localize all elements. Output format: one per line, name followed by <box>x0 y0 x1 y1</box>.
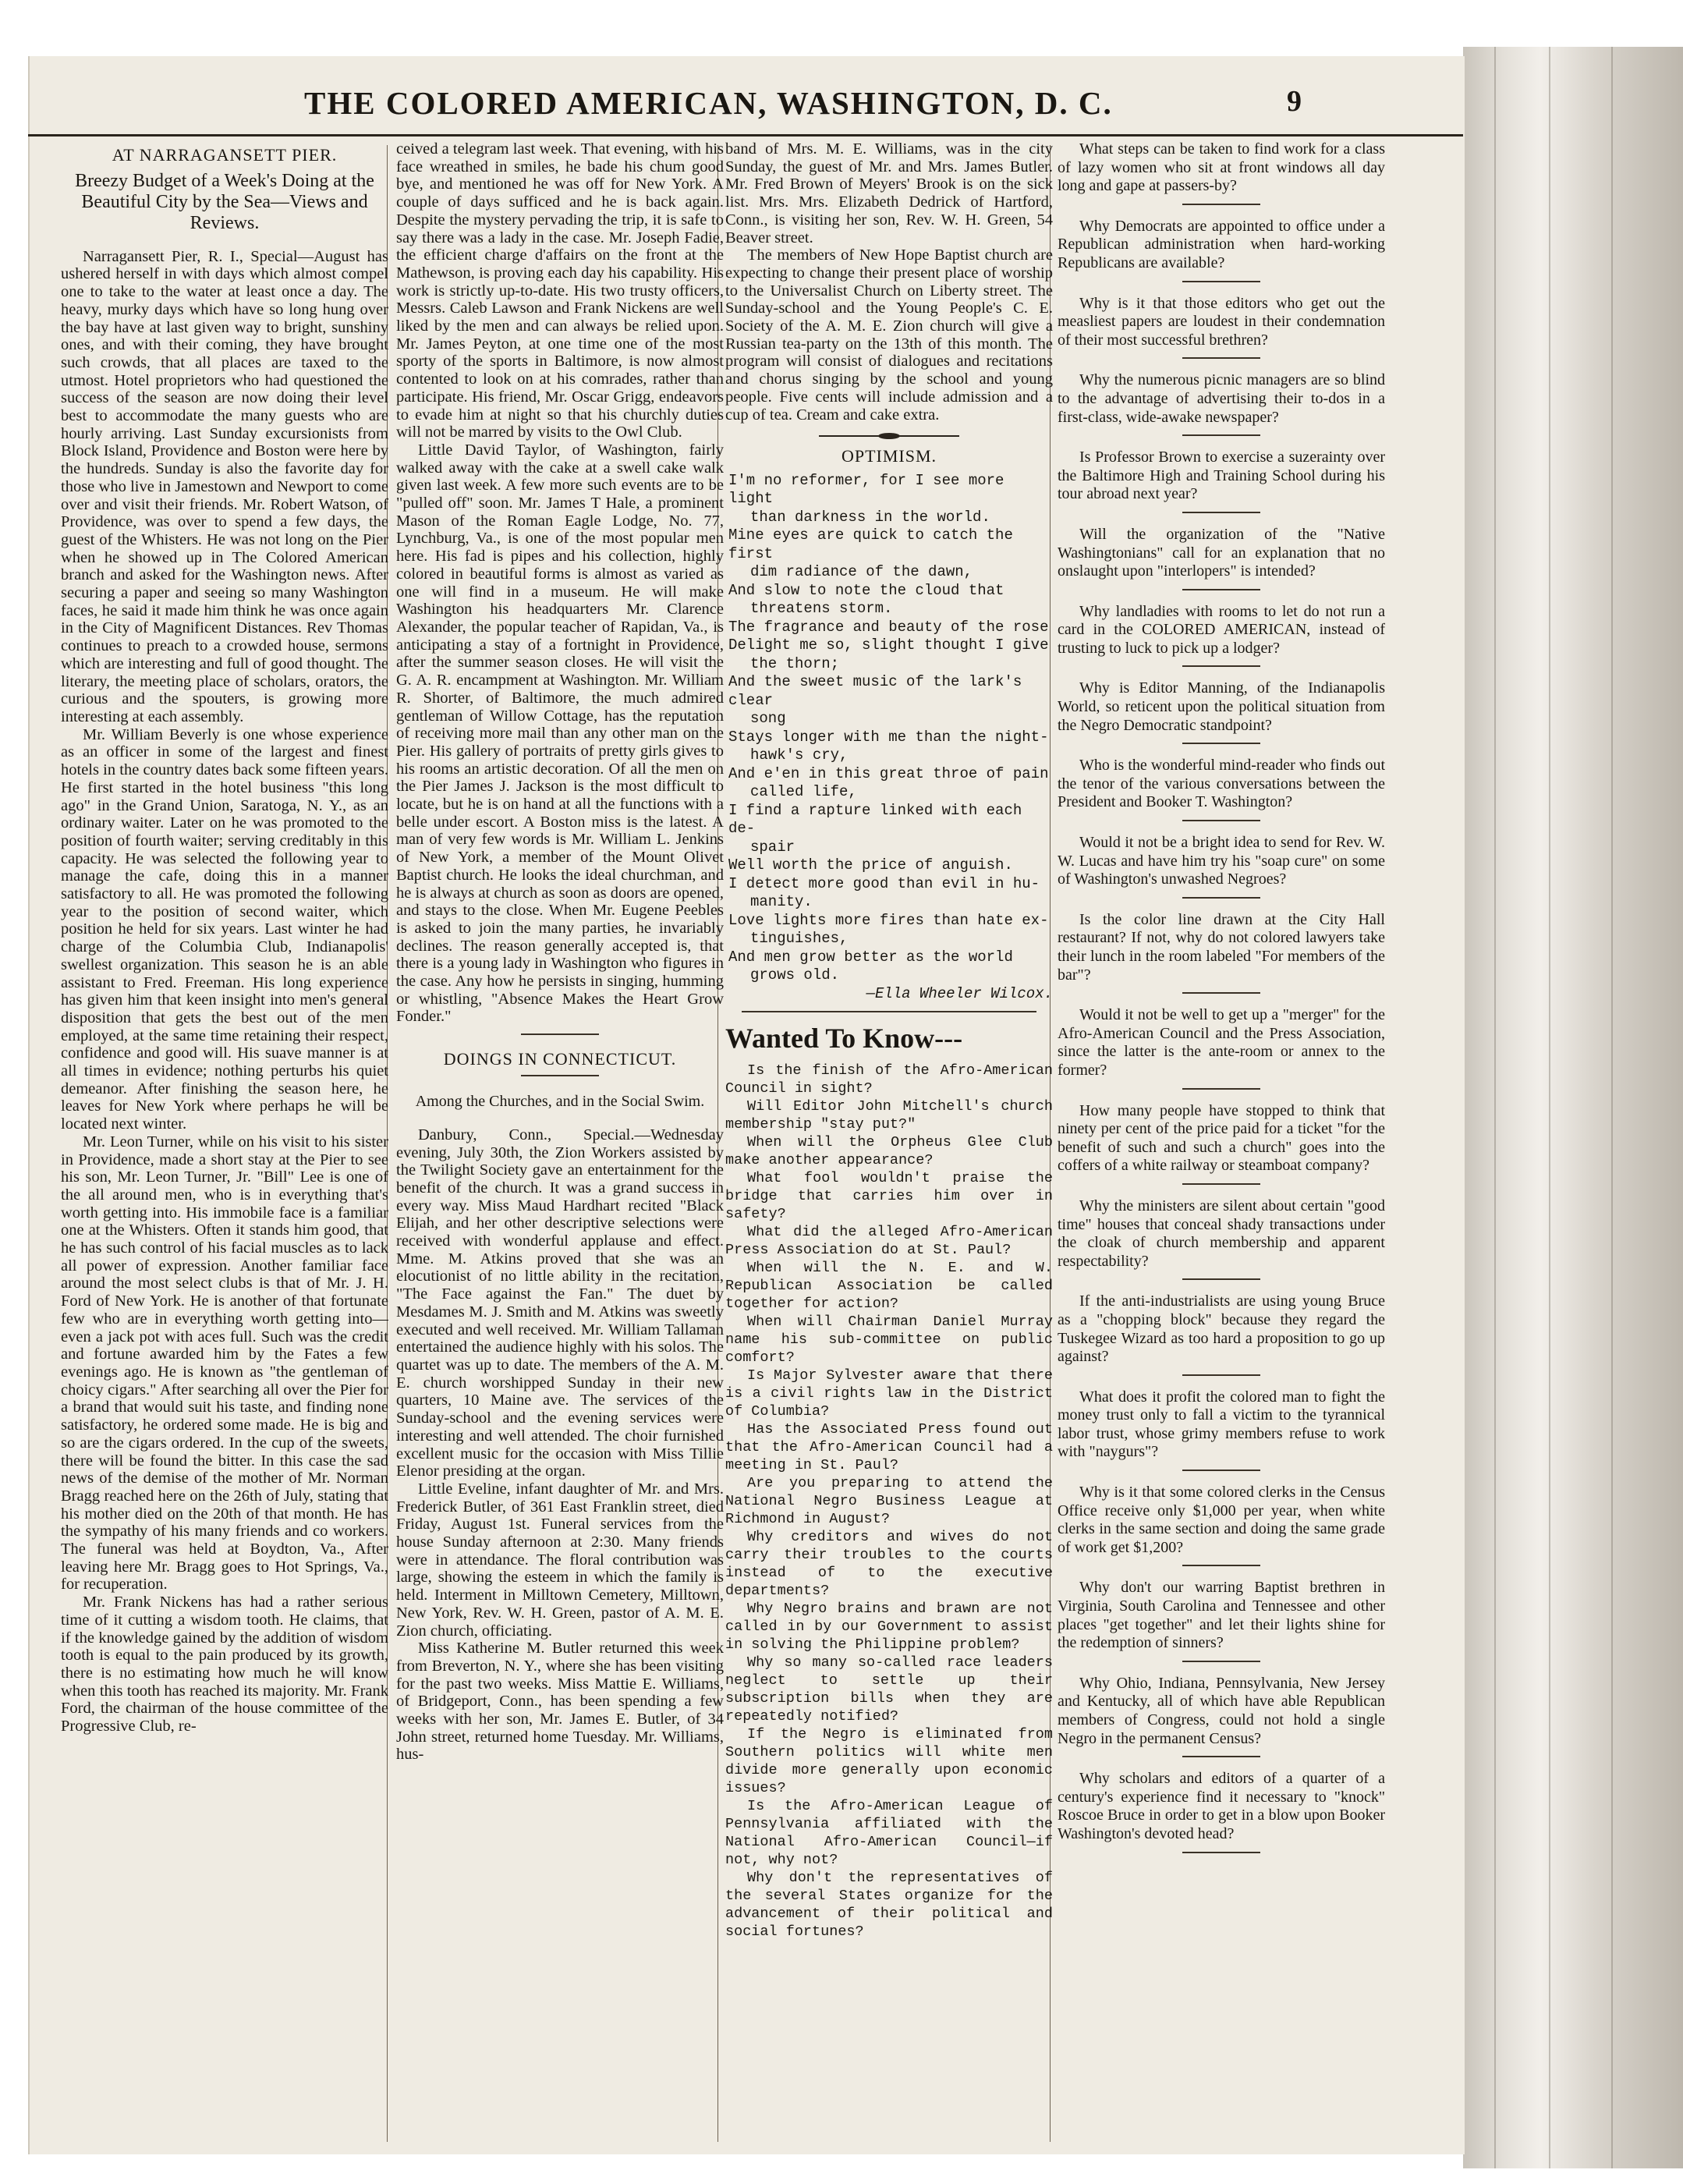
poem-line: tinguishes, <box>750 930 849 948</box>
article-paragraph: Mr. Leon Turner, while on his visit to his sister in Providence, made a short stay at the Pier to see his son, Mr. Leon Turner, Jr. "Bill" Lee is one of the all around men, who is in everything that's worth getting into. His immobile face is a familiar one at the Whisters. Often it stands him good, that he has such control of his facial muscles as to lack all power of expression. Another familiar face around the most select clubs is that of Mr. J. H. Ford of New York. He is another of that fortunate few who are in everything worth getting into—even a jack pot with aces full. Such was the credit and fortune awarded him by the Fates a few evenings ago. He is known as "the gentleman of choicy cigars." After searching all over the Pier for a brand that would suit his taste, and finding none satisfactory, he ordered some made. He is big and so are the cigars ordered. In the cup of the sweets, there will be found the bitter. In this case the sad news of the demise of the mother of Mr. Norman Bragg reached here on the 26th of July, stating that his mother died on the 20th of that month. He has the sympathy of his many friends and co workers. The funeral was held at Boydton, Va., After leaving here Mr. Bragg goes to Hot Springs, Va., for recuperation. <box>61 1133 388 1594</box>
poem-line: Delight me so, slight thought I give <box>728 636 1049 654</box>
section-rule <box>521 1034 600 1035</box>
question-list <box>725 1062 1053 1941</box>
column-3 <box>725 140 1053 2153</box>
article-paragraph: Miss Katherine M. Butler returned this week from Breverton, N. Y., where she has been visiting for the past two weeks. Miss Mattie E. Williams, of Bridgeport, Conn., has been spending a few weeks with her son, Mr. James E. Butler, of 34 John street, returned home Tuesday. Mr. Williams, hus- <box>396 1640 724 1764</box>
page-number: 9 <box>1287 85 1302 118</box>
question-item: When will Chairman Daniel Murray name his sub-committee on public comfort? <box>725 1313 1053 1366</box>
question-separator <box>1182 743 1261 744</box>
question-list <box>1058 140 1385 1853</box>
question-item: Why is it that some colored clerks in the Census Office receive only $1,000 per year, when white clerks in the same section and doing the same grade of work get $1,200? <box>1058 1484 1385 1556</box>
question-separator <box>1182 1470 1261 1471</box>
question-separator <box>1182 434 1261 436</box>
article-paragraph: ceived a telegram last week. That evening, with his face wreathed in smiles, he bade his chum good bye, and mentioned he was off for New York. A couple of days sufficed and he is back again. Despite the mystery pervading the trip, it is safe to say there was a lady in the case. Mr. Joseph Fadie, the efficient charge d'affairs on the front at the Mathewson, is proving each day his capability. His work is strictly up-to-date. His two trusty officers, Messrs. Caleb Lawson and Frank Nickens are well liked by the men and can always be relied upon. Mr. James Peyton, at one time one of the most sporty of the sports in Baltimore, is now almost contented to look on at his comrades, rather than participate. His friend, Mr. Oscar Grigg, endeavors to evade him at night so that his churchly duties will not be marred by visits to the Owl Club. <box>396 140 724 441</box>
question-separator <box>1182 281 1261 282</box>
question-item: Why Negro brains and brawn are not called in by our Government to assist in solving the Philippine problem? <box>725 1600 1053 1653</box>
question-separator <box>1182 512 1261 513</box>
section-rule <box>521 1075 600 1076</box>
question-item: What does it profit the colored man to fight the money trust only to fall a victim to the tyrannical labor trust, whose grimy members refuse to work with "naygurs"? <box>1058 1388 1385 1461</box>
question-item: Will the organization of the "Native Washingtonians" call for an explanation that no onslaught upon "interlopers" is intended? <box>1058 525 1385 580</box>
poem-line: I find a rapture linked with each de- <box>728 801 1022 838</box>
column-1 <box>61 140 388 2153</box>
question-item: What fool wouldn't praise the bridge that carries him over in safety? <box>725 1169 1053 1222</box>
article-heading: DOINGS IN CONNECTICUT. <box>443 1049 677 1069</box>
book-binding-edge <box>1463 47 1683 2168</box>
poem-line: Stays longer with me than the night- <box>728 728 1049 746</box>
poem-line: Love lights more fires than hate ex- <box>728 911 1049 929</box>
article-deck: Breezy Budget of a Week's Doing at the Beautiful City by the Sea—Views and Reviews. <box>75 170 374 233</box>
question-item: Would it not be well to get up a "merger" for the Afro-American Council and the Press Association, since the latter is the ante-room or annex to the former? <box>1058 1006 1385 1079</box>
question-item: Why the numerous picnic managers are so blind to the advantage of advertising their to-dos in a first-class, wide-awake newspaper? <box>1058 371 1385 426</box>
column-2 <box>396 140 724 2153</box>
question-item: Is the finish of the Afro-American Council in sight? <box>725 1062 1053 1097</box>
question-item: Would it not be a bright idea to send for Rev. W. W. Lucas and have him try his "soap cure" on some of Washington's unwashed Negroes? <box>1058 834 1385 888</box>
poem-attribution: —Ella Wheeler Wilcox. <box>866 984 1053 1002</box>
question-item: Why creditors and wives do not carry their troubles to the courts instead of to the executive departments? <box>725 1528 1053 1599</box>
question-separator <box>1182 897 1261 899</box>
poem-title: OPTIMISM. <box>841 445 937 466</box>
question-separator <box>1182 1852 1261 1853</box>
question-item: Has the Associated Press found out that the Afro-American Council had a meeting in St. Paul? <box>725 1420 1053 1473</box>
question-item: When will the N. E. and W. Republican Association be called together for action? <box>725 1259 1053 1312</box>
poem-line: Well worth the price of anguish. <box>728 856 1013 874</box>
poem-line: called life, <box>750 783 857 801</box>
question-item: Why so many so-called race leaders neglect to settle up their subscription bills when they are repeatedly notified? <box>725 1654 1053 1725</box>
question-separator <box>1182 204 1261 205</box>
article-paragraph: Little Eveline, infant daughter of Mr. and Mrs. Frederick Butler, of 361 East Franklin street, died Friday, August 1st. Funeral services from the house Sunday afternoon at 2:30. Many friends were in attendance. The floral contribution was large, showing the esteem in which the family is held. Interment in Milltown Cemetery, Milltown, New York, Rev. W. H. Green, pastor of A. M. E. Zion church, officiating. <box>396 1480 724 1640</box>
question-separator <box>1182 1756 1261 1757</box>
poem-line: I detect more good than evil in hu- <box>728 874 1040 892</box>
question-item: Why Democrats are appointed to office under a Republican administration when hard-working Republicans are available? <box>1058 217 1385 271</box>
article-paragraph: Mr. William Beverly is one whose experience as an officer in some of the largest and finest hotels in the country dates back some fifteen years. He first started in the hotel business "this long ago" in the Grand Union, Saratoga, N. Y., as an ordinary waiter. Later on he was promoted to the position of fourth waiter; serving creditably in this capacity. He was selected the following year to manage the cafe, doing this in a manner satisfactory to all. He was promoted the following year to the position of second waiter, which position he held for six years. Last winter he had charge of the Columbia Club, Indianapolis' swellest organization. This season he is an able assistant to Fred. Freeman. His long experience has given him that keen insight into men's general disposition that gets the best out of the men employed, at the same time retaining their respect, confidence and good will. His suave manner is at all times in evidence; nothing perturbs his quiet demeanor. After finishing the season here, he leaves for New York where perhaps he will be located next winter. <box>61 725 388 1133</box>
article-paragraph: band of Mrs. M. E. Williams, was in the city Sunday, the guest of Mr. and Mrs. James Butler. Mr. Fred Brown of Meyers' Brook is on the sick list. Mrs. Mrs. Elizabeth Dedrick of Hartford, Conn., is visiting her son, Rev. W. H. Green, 54 Beaver street. <box>725 140 1053 246</box>
poem-body <box>725 472 1053 1004</box>
poem-line: The fragrance and beauty of the rose <box>728 618 1049 636</box>
ornament-rule <box>725 427 1053 445</box>
question-item: Why don't our warring Baptist brethren in Virginia, South Carolina and Tennessee and other places "get together" and let their lights shine for the redemption of sinners? <box>1058 1579 1385 1652</box>
question-item: Why don't the representatives of the several States organize for the advancement of their political and social fortunes? <box>725 1869 1053 1940</box>
question-item: What did the alleged Afro-American Press Association do at St. Paul? <box>725 1223 1053 1258</box>
question-separator <box>1182 665 1261 667</box>
poem-line: hawk's cry, <box>750 746 849 764</box>
question-item: If the anti-industrialists are using young Bruce as a "chopping block" because they regard the Tuskegee Wizard as too hard a proposition to go up against? <box>1058 1292 1385 1366</box>
question-item: Why the ministers are silent about certain "good time" houses that conceal shady transactions under the cloak of church membership and apparent respectability? <box>1058 1197 1385 1270</box>
question-item: Is Professor Brown to exercise a suzerainty over the Baltimore High and Training School during his tour abroad next year? <box>1058 448 1385 503</box>
question-separator <box>1182 820 1261 821</box>
poem-line: Mine eyes are quick to catch the first <box>728 526 1013 562</box>
question-item: Why landladies with rooms to let do not run a card in the COLORED AMERICAN, instead of trusting to luck to pick up a lodger? <box>1058 602 1385 657</box>
question-item: Is the Afro-American League of Pennsylvania affiliated with the National Afro-American Council—if not, why not? <box>725 1797 1053 1868</box>
poem-line: dim radiance of the dawn, <box>750 563 973 581</box>
article-paragraph: Danbury, Conn., Special.—Wednesday evening, July 30th, the Zion Workers assisted by the Twilight Society gave an entertainment for the benefit of the church. It was a grand success in every way. Miss Maud Hardhart recited "Black Elijah, and her other descriptive selections were received with wonderful applause and effect. Mme. M. Atkins proved that she was an elocutionist of no little ability in the recitation, "The Face against the Fan." The duet by Mesdames M. J. Smith and M. Atkins was sweetly executed and well received. Mr. William Tallaman entertained the audience highly with his solos. The quartet was up to date. The members of the A. M. E. church worshipped Sunday in their new quarters, 10 Maine ave. The services of the Sunday-school and the evening services were interesting and well attended. The choir furnished excellent music for the occasion with Miss Tillie Elenor presiding at the organ. <box>396 1126 724 1480</box>
question-item: When will the Orpheus Glee Club make another appearance? <box>725 1133 1053 1168</box>
question-item: Are you preparing to attend the National Negro Business League at Richmond in August? <box>725 1474 1053 1527</box>
poem-line: And men grow better as the world <box>728 948 1013 966</box>
article-paragraph: Little David Taylor, of Washington, fairly walked away with the cake at a swell cake walk given last week. A few more such events are to be "pulled off" soon. Mr. James T Hale, a prominent Mason of the Roman Eagle Lodge, No. 77, Lynchburg, Va., is one of the most popular men here. His fad is pipes and his collection, highly colored in beautiful forms is almost as varied as one will find in a museum. He will make Washington his headquarters Mr. Clarence Alexander, the popular teacher of Rapidan, Va., is anticipating a stay of a fortnight in Providence, after the summer season closes. He will visit the G. A. R. encampment at Washington. Mr. William R. Shorter, of Baltimore, the much admired gentleman of Willow Cottage, has the reputation of receiving more mail than any other man on the Pier. His gallery of portraits of pretty girls gives to his rooms an artistic decoration. Of all the men on the Pier James J. Jackson is the most difficult to locate, but he is on hand at all the functions with a belle under escort. A Boston miss is the latest. A man of very few words is Mr. William L. Jenkins of New York, a member of the Mount Olivet Baptist church. He looks the ideal churchman, and he is always at church as soon as doors are opened, and stays to the close. When Mr. Eugene Peebles is asked to join the many parties, he invariably declines. The reason generally accepted is, that there is a young lady in Washington who figures in the case. Any how he persists in singing, humming or whistling, "Absence Makes the Heart Grow Fonder." <box>396 441 724 1026</box>
question-separator <box>1182 1183 1261 1185</box>
poem-line: threatens storm. <box>750 600 893 618</box>
question-separator <box>1182 1088 1261 1090</box>
poem-line: the thorn; <box>750 654 840 672</box>
poem-line: than darkness in the world. <box>750 508 990 526</box>
poem-line: song <box>750 710 786 728</box>
question-item: How many people have stopped to think that ninety per cent of the price paid for a ticket "for the benefit of such and such a church" goes into the coffers of a white railway or steamboat company? <box>1058 1101 1385 1175</box>
poem-line: spair <box>750 838 795 856</box>
article-paragraph: Narragansett Pier, R. I., Special—August has ushered herself in with days which almost compel one to take to the water at least once a day. The heavy, murky days which have so long hung over the bay have at last given way to bright, sunshiny ones, and with their coming, they have brought such crowds, that all places are taxed to the utmost. Hotel proprietors who had questioned the success of the season are now doing their level best to accommodate the many guests who are hourly arriving. Last Sunday excursionists from Block Island, Providence and Boston were here by the hundreds. Sunday is also the favorite day for those who live in Jamestown and Newport to come over and visit their friends. Mr. Robert Watson, of Providence, was over to spend a few days, the guest of the Whisters. He was not long on the Pier when he showed up in The Colored American branch and asked for the Washington news. After securing a paper and seeing so many Washington faces, he said it made him think he was once again in the City of Magnificent Distances. Rev Thomas continues to preach to a crowded house, sermons which are interesting and full of good thought. The literary, the meeting place of scholars, orators, the curious and the spouters, is growing more interesting at each assembly. <box>61 247 388 725</box>
question-separator <box>1182 1565 1261 1566</box>
column-4 <box>1058 140 1385 2153</box>
question-item: Why scholars and editors of a quarter of a century's experience find it necessary to "knock" Roscoe Bruce in order to get in a blow upon Booker Washington's devoted head? <box>1058 1770 1385 1842</box>
question-item: Who is the wonderful mind-reader who finds out the tenor of the various conversations between the President and Booker T. Washington? <box>1058 757 1385 811</box>
poem-line: And the sweet music of the lark's clear <box>728 673 1022 709</box>
masthead-title: THE COLORED AMERICAN, WASHINGTON, D. C. <box>304 85 1113 121</box>
poem-line: manity. <box>750 893 813 911</box>
masthead <box>109 72 1388 134</box>
question-item: Why Ohio, Indiana, Pennsylvania, New Jersey and Kentucky, all of which have able Republican members of Congress, could not hold a single Negro in the permanent Census? <box>1058 1674 1385 1747</box>
article-paragraph: The members of New Hope Baptist church are expecting to change their present place of worship to the Universalist Church on Liberty street. The Sunday-school and the Young People's C. E. Society of the A. M. E. Zion church will give a Russian tea-party on the 13th of this month. The program will consist of dialogues and recitations and chorus singing by the school and young people. Five cents will include admission and a cup of tea. Cream and cake extra. <box>725 246 1053 424</box>
question-item: What steps can be taken to find work for a class of lazy women who sit at front windows all day long and gape at passers-by? <box>1058 140 1385 195</box>
poem-line: grows old. <box>750 966 840 984</box>
question-separator <box>1182 992 1261 994</box>
question-item: Is Major Sylvester aware that there is a civil rights law in the District of Columbia? <box>725 1367 1053 1420</box>
question-item: Will Editor John Mitchell's church membership "stay put?" <box>725 1097 1053 1133</box>
poem-line: I'm no reformer, for I see more light <box>728 471 1004 508</box>
article-heading: AT NARRAGANSETT PIER. <box>112 145 338 165</box>
question-separator <box>1182 357 1261 359</box>
section-rule <box>742 1011 1036 1012</box>
question-item: Is the color line drawn at the City Hall restaurant? If not, why do not colored lawyers take their lunch in the room labeled "For members of the bar"? <box>1058 910 1385 984</box>
question-item: Why is it that those editors who get out the measliest papers are loudest in their condemnation of their most successful brethren? <box>1058 294 1385 349</box>
wanted-to-know-heading: Wanted To Know--- <box>725 1023 963 1055</box>
question-separator <box>1182 1374 1261 1376</box>
question-separator <box>1182 589 1261 590</box>
question-item: If the Negro is eliminated from Southern politics will white men divide more generally upon economic issues? <box>725 1725 1053 1796</box>
question-separator <box>1182 1278 1261 1280</box>
poem-line: And e'en in this great throe of pain <box>728 764 1049 782</box>
question-item: Why is Editor Manning, of the Indianapolis World, so reticent upon the political situation from the Negro Democratic standpoint? <box>1058 679 1385 734</box>
poem-line: And slow to note the cloud that <box>728 581 1004 599</box>
article-deck: Among the Churches, and in the Social Swim. <box>415 1092 705 1110</box>
question-separator <box>1182 1661 1261 1662</box>
masthead-rule <box>28 134 1463 136</box>
article-paragraph: Mr. Frank Nickens has had a rather serious time of it cutting a wisdom tooth. He claims, that if the knowledge gained by the addition of wisdom tooth is equal to the pain produced by its growth, there is no estimating how much he will know when this tooth has reached its majority. Mr. Frank Ford, the chairman of the house committee of the Progressive Club, re- <box>61 1594 388 1736</box>
